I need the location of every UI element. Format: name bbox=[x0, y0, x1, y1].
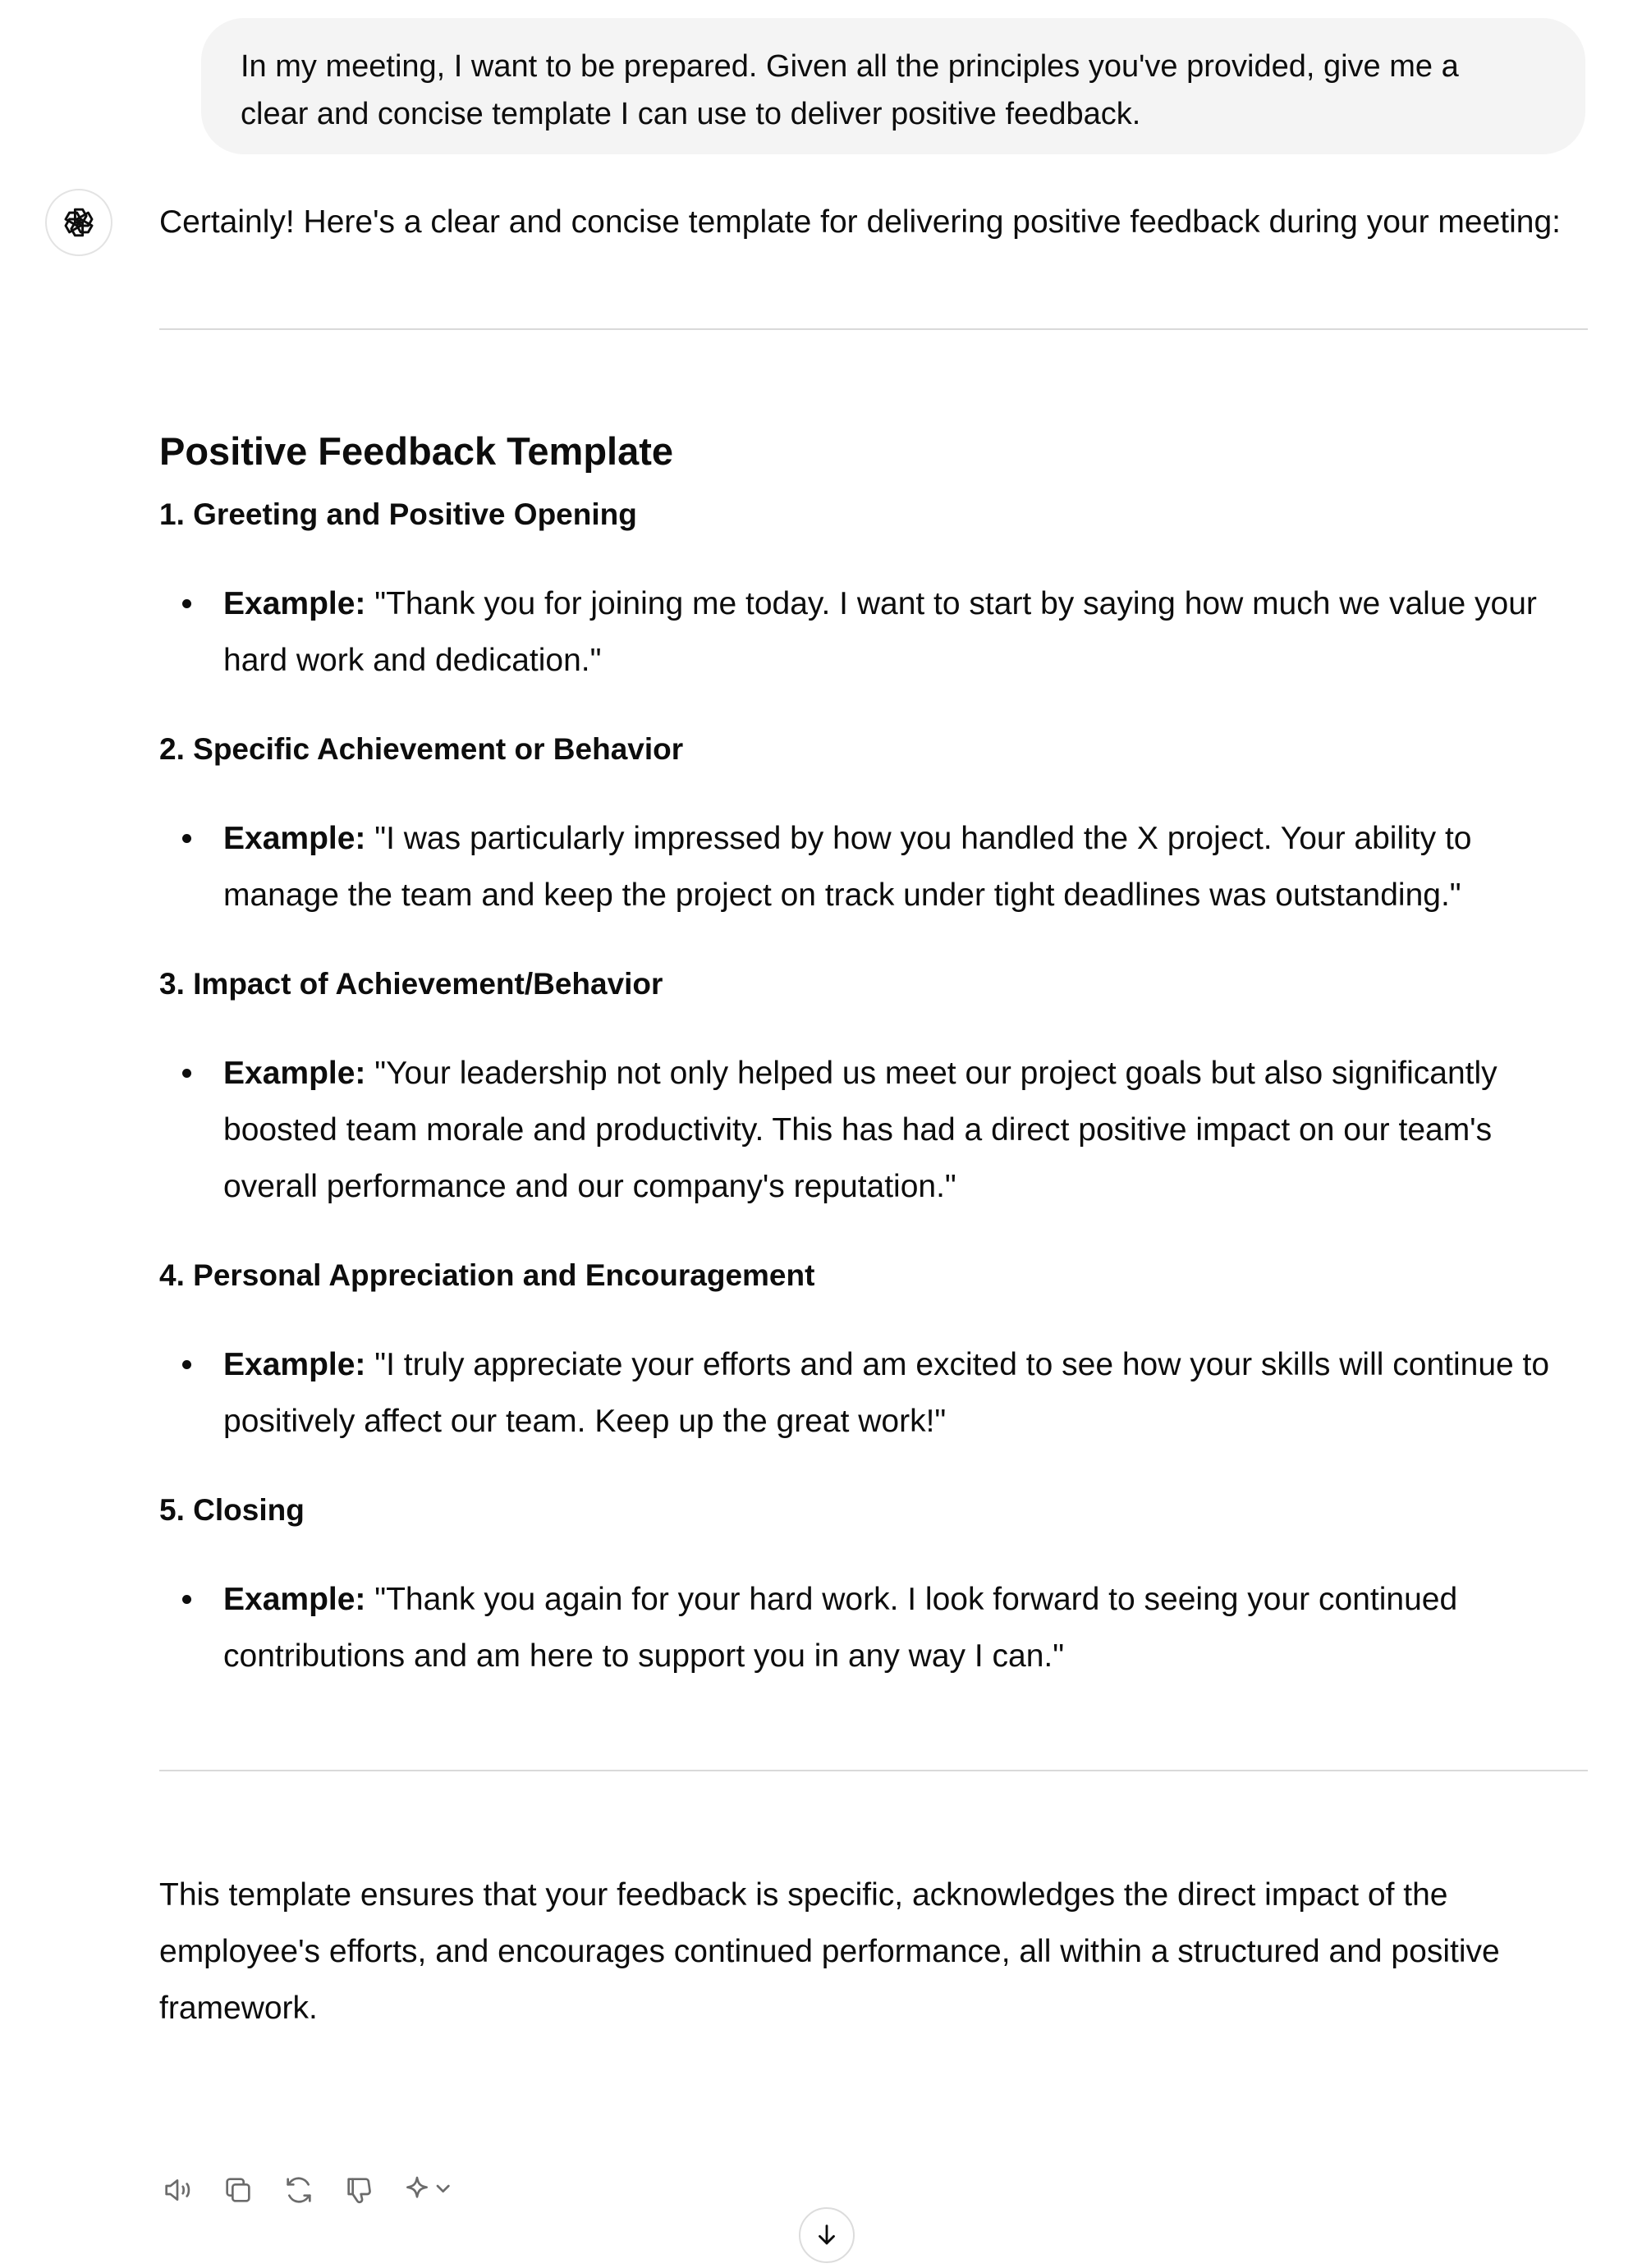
read-aloud-button[interactable] bbox=[154, 2167, 200, 2213]
assistant-intro: Certainly! Here's a clear and concise template for delivering positive feedback during your meeting: bbox=[159, 204, 1561, 240]
user-message-line-1: In my meeting, I want to be prepared. Given all the principles you've provided, give me a bbox=[241, 49, 1459, 84]
assistant-message bbox=[159, 189, 1588, 2037]
user-message-bubble bbox=[201, 18, 1585, 154]
template-heading: Positive Feedback Template bbox=[159, 429, 674, 473]
chevron-down-icon bbox=[438, 2186, 448, 2192]
thumbs-down-icon bbox=[343, 2174, 376, 2206]
assistant-summary: This template ensures that your feedback is specific, acknowledges the direct impact of the employee's efforts, and encourages continued performance, all within a structured and positive framework. bbox=[159, 1877, 1500, 2026]
example-text: "Thank you again for your hard work. I look forward to seeing your continued contributions and am here to support you in any way I can." bbox=[223, 1582, 1458, 1674]
section-title: 4. Personal Appreciation and Encouragement bbox=[159, 1258, 815, 1292]
section-title: 2. Specific Achievement or Behavior bbox=[159, 732, 684, 766]
example-label: Example: bbox=[223, 1582, 366, 1617]
openai-logo-icon bbox=[58, 202, 99, 243]
example-text: "I truly appreciate your efforts and am excited to see how your skills will continue to positively affect our team. Keep up the great work!" bbox=[223, 1347, 1550, 1439]
arrow-down-icon bbox=[813, 2221, 841, 2249]
example-label: Example: bbox=[223, 1347, 366, 1382]
list-item bbox=[223, 575, 1588, 689]
speaker-icon bbox=[161, 2174, 194, 2206]
regenerate-icon bbox=[282, 2174, 315, 2206]
example-text: "Thank you for joining me today. I want to start by saying how much we value your hard work and dedication." bbox=[223, 586, 1537, 678]
bad-response-button[interactable] bbox=[337, 2167, 383, 2213]
model-switcher bbox=[401, 2174, 458, 2206]
example-label: Example: bbox=[223, 586, 366, 621]
example-list bbox=[159, 810, 1588, 923]
section-title: 3. Impact of Achievement/Behavior bbox=[159, 967, 663, 1001]
example-list bbox=[159, 575, 1588, 689]
regenerate-button[interactable] bbox=[276, 2167, 322, 2213]
assistant-avatar bbox=[45, 189, 112, 256]
list-item bbox=[223, 1571, 1588, 1684]
example-list bbox=[159, 1336, 1588, 1450]
copy-button[interactable] bbox=[215, 2167, 261, 2213]
example-label: Example: bbox=[223, 821, 366, 856]
section-title: 5. Closing bbox=[159, 1493, 305, 1527]
scroll-to-bottom-button[interactable] bbox=[799, 2207, 855, 2263]
example-text: "I was particularly impressed by how you handled the X project. Your ability to manage the team and keep the project on track under tight deadlines was outstanding." bbox=[223, 821, 1472, 913]
example-text: "Your leadership not only helped us meet our project goals but also significantly boosted team morale and productivity. This has had a direct positive impact on our team's overall performance and our company's reputation." bbox=[223, 1056, 1498, 1204]
list-item bbox=[223, 1336, 1588, 1450]
user-message-line-2: clear and concise template I can use to deliver positive feedback. bbox=[241, 97, 1141, 131]
example-list bbox=[159, 1571, 1588, 1684]
divider bbox=[159, 328, 1588, 330]
change-model-button[interactable] bbox=[397, 2167, 461, 2213]
sparkle-icon bbox=[407, 2178, 426, 2197]
copy-icon bbox=[222, 2174, 255, 2206]
list-item bbox=[223, 810, 1588, 923]
example-list bbox=[159, 1045, 1588, 1215]
section-title: 1. Greeting and Positive Opening bbox=[159, 497, 637, 531]
example-label: Example: bbox=[223, 1056, 366, 1091]
list-item bbox=[223, 1045, 1588, 1215]
message-action-bar bbox=[154, 2167, 461, 2213]
template-sections bbox=[159, 493, 1588, 1684]
divider bbox=[159, 1770, 1588, 1771]
